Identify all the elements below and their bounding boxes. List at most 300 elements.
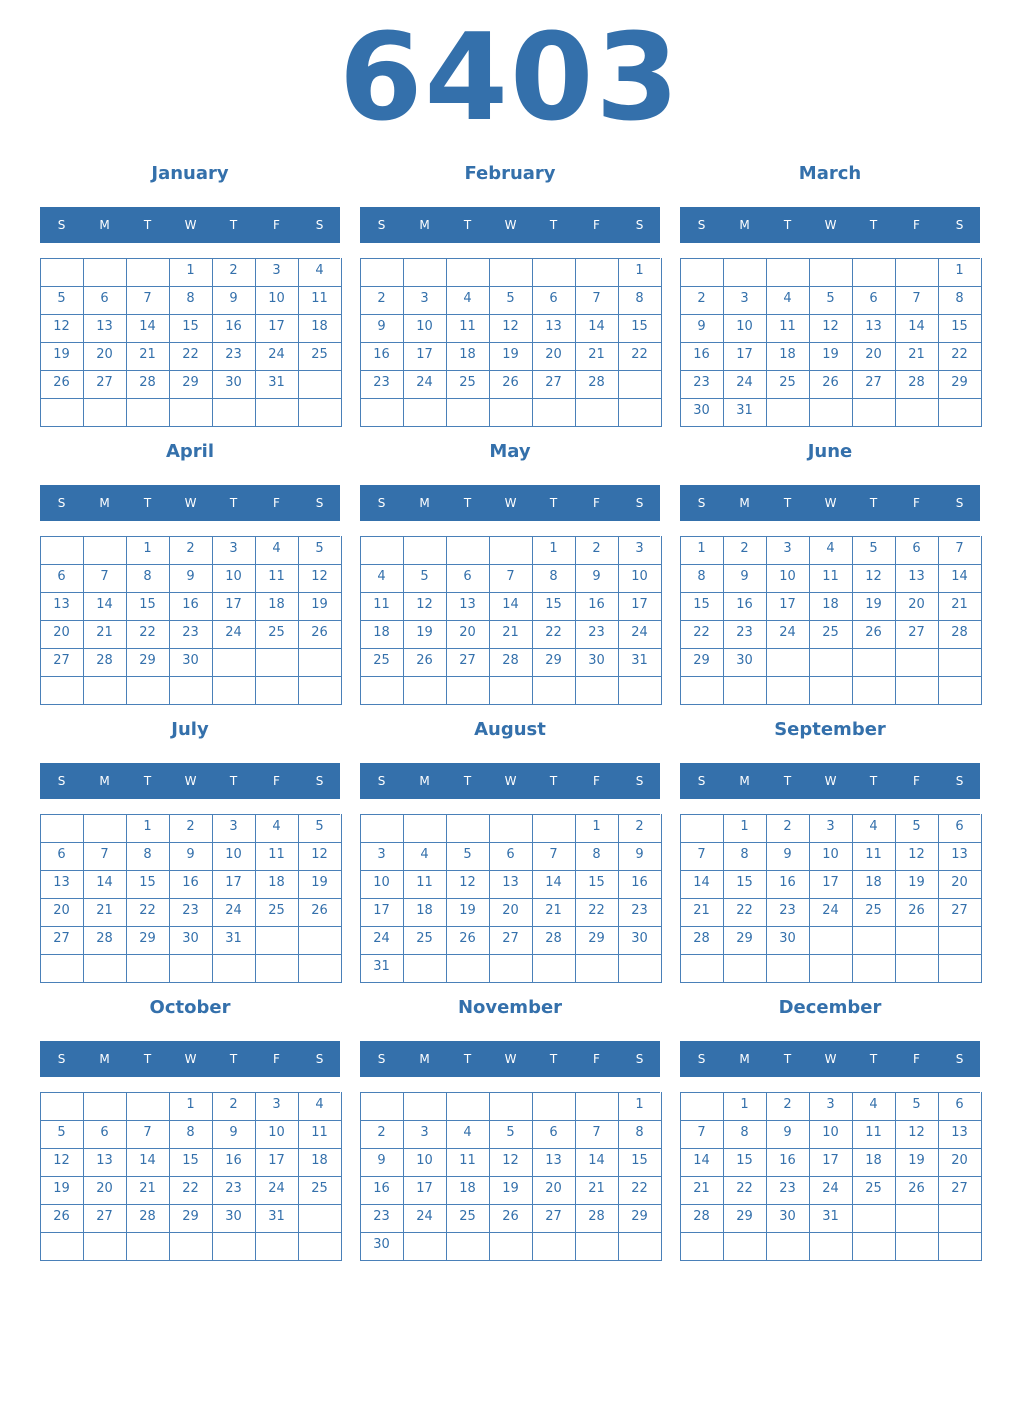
weekday-header	[680, 763, 980, 799]
day-cell: 12	[40, 314, 84, 343]
day-cell: 27	[446, 648, 490, 677]
day-cell: 19	[489, 342, 533, 371]
day-cell: 10	[212, 842, 256, 871]
day-cell: 2	[169, 536, 213, 565]
weekday-label: T	[143, 774, 152, 788]
day-cell	[446, 676, 490, 705]
day-cell	[126, 1092, 170, 1121]
day-cell: 11	[403, 870, 447, 899]
day-cell: 24	[255, 342, 299, 371]
weekday-label: S	[315, 496, 324, 510]
day-cell	[680, 954, 724, 983]
day-grid	[40, 1092, 340, 1260]
day-cell: 13	[40, 592, 84, 621]
day-cell: 18	[446, 1176, 490, 1205]
weekday-label: T	[549, 496, 558, 510]
weekday-label: S	[57, 496, 66, 510]
day-grid	[680, 814, 980, 982]
day-cell	[809, 648, 853, 677]
day-cell: 4	[766, 286, 810, 315]
day-cell: 20	[532, 1176, 576, 1205]
day-cell: 18	[255, 592, 299, 621]
weekday-label: T	[229, 218, 238, 232]
day-cell: 26	[895, 898, 939, 927]
weekday-label: S	[635, 1052, 644, 1066]
day-cell: 9	[766, 1120, 810, 1149]
day-cell: 6	[938, 1092, 982, 1121]
day-cell	[83, 1232, 127, 1261]
day-cell: 22	[169, 342, 213, 371]
day-cell	[255, 676, 299, 705]
day-cell: 19	[298, 870, 342, 899]
day-cell	[83, 814, 127, 843]
day-cell: 7	[680, 1120, 724, 1149]
day-cell: 29	[532, 648, 576, 677]
day-cell: 6	[40, 564, 84, 593]
weekday-label: M	[99, 1052, 110, 1066]
day-cell: 28	[680, 1204, 724, 1233]
day-cell: 15	[126, 592, 170, 621]
month-name: July	[171, 719, 209, 740]
day-cell	[446, 536, 490, 565]
day-cell: 9	[766, 842, 810, 871]
weekday-label: T	[463, 774, 472, 788]
day-cell: 23	[680, 370, 724, 399]
day-cell	[255, 1232, 299, 1261]
day-cell: 6	[938, 814, 982, 843]
day-cell: 28	[895, 370, 939, 399]
day-cell: 27	[938, 1176, 982, 1205]
day-cell: 23	[360, 1204, 404, 1233]
day-cell	[212, 398, 256, 427]
day-cell	[40, 1232, 84, 1261]
day-cell: 15	[575, 870, 619, 899]
day-cell: 18	[298, 314, 342, 343]
day-cell: 7	[126, 1120, 170, 1149]
weekday-label: F	[913, 496, 920, 510]
weekday-label: F	[273, 774, 280, 788]
day-cell	[532, 1092, 576, 1121]
day-cell: 3	[212, 814, 256, 843]
day-cell: 8	[938, 286, 982, 315]
day-cell: 20	[532, 342, 576, 371]
day-cell	[766, 1232, 810, 1261]
day-cell: 4	[360, 564, 404, 593]
day-cell: 29	[169, 1204, 213, 1233]
day-cell: 30	[723, 648, 767, 677]
day-cell: 29	[618, 1204, 662, 1233]
day-cell	[403, 814, 447, 843]
day-cell: 6	[532, 1120, 576, 1149]
day-cell: 14	[126, 1148, 170, 1177]
day-cell	[212, 1232, 256, 1261]
day-cell: 4	[255, 814, 299, 843]
day-cell	[895, 1232, 939, 1261]
day-cell: 26	[446, 926, 490, 955]
weekday-label: S	[315, 774, 324, 788]
day-cell: 30	[766, 1204, 810, 1233]
day-grid	[360, 814, 660, 982]
day-cell	[895, 1204, 939, 1233]
day-cell: 2	[212, 258, 256, 287]
weekday-label: W	[184, 1052, 197, 1066]
weekday-label: T	[549, 1052, 558, 1066]
day-cell: 22	[169, 1176, 213, 1205]
day-cell: 28	[126, 1204, 170, 1233]
day-cell: 12	[895, 1120, 939, 1149]
weekday-label: W	[824, 496, 837, 510]
day-cell: 12	[852, 564, 896, 593]
day-cell	[298, 1232, 342, 1261]
weekday-label: S	[57, 218, 66, 232]
weekday-label: S	[377, 496, 386, 510]
day-cell: 1	[723, 814, 767, 843]
weekday-header	[680, 207, 980, 243]
weekday-label: W	[504, 1052, 517, 1066]
day-cell: 3	[723, 286, 767, 315]
day-cell: 9	[618, 842, 662, 871]
day-cell: 15	[680, 592, 724, 621]
day-cell: 10	[360, 870, 404, 899]
day-cell: 21	[895, 342, 939, 371]
weekday-label: W	[504, 496, 517, 510]
weekday-label: T	[143, 1052, 152, 1066]
day-cell: 24	[255, 1176, 299, 1205]
day-cell: 21	[680, 898, 724, 927]
day-cell: 17	[618, 592, 662, 621]
day-cell: 21	[83, 620, 127, 649]
weekday-header	[40, 485, 340, 521]
day-cell	[852, 1204, 896, 1233]
day-cell: 30	[212, 370, 256, 399]
month-name: October	[149, 997, 231, 1018]
day-cell: 18	[852, 870, 896, 899]
day-cell: 13	[532, 314, 576, 343]
day-cell: 22	[532, 620, 576, 649]
day-cell: 18	[766, 342, 810, 371]
month-march	[680, 158, 980, 428]
weekday-label: T	[463, 1052, 472, 1066]
day-cell: 4	[809, 536, 853, 565]
day-cell: 15	[618, 1148, 662, 1177]
day-cell: 20	[40, 898, 84, 927]
day-cell: 10	[255, 286, 299, 315]
day-cell: 13	[446, 592, 490, 621]
day-cell	[446, 1232, 490, 1261]
day-cell	[852, 648, 896, 677]
day-cell: 25	[766, 370, 810, 399]
day-cell: 30	[360, 1232, 404, 1261]
day-cell	[212, 676, 256, 705]
day-cell: 9	[212, 286, 256, 315]
day-cell: 7	[938, 536, 982, 565]
day-cell: 3	[255, 1092, 299, 1121]
month-december	[680, 992, 980, 1262]
day-cell: 27	[938, 898, 982, 927]
month-name: November	[457, 997, 563, 1018]
day-cell: 7	[126, 286, 170, 315]
weekday-label: W	[504, 774, 517, 788]
day-cell	[255, 648, 299, 677]
day-cell: 25	[446, 1204, 490, 1233]
day-cell: 21	[680, 1176, 724, 1205]
day-cell: 25	[255, 898, 299, 927]
weekday-label: M	[419, 496, 430, 510]
day-cell: 6	[83, 1120, 127, 1149]
day-cell: 13	[40, 870, 84, 899]
day-cell: 14	[680, 1148, 724, 1177]
day-cell: 17	[723, 342, 767, 371]
weekday-label: W	[184, 496, 197, 510]
day-cell: 12	[298, 842, 342, 871]
day-cell: 8	[532, 564, 576, 593]
day-cell: 12	[809, 314, 853, 343]
day-cell: 7	[83, 842, 127, 871]
day-cell: 8	[169, 286, 213, 315]
day-cell: 1	[618, 1092, 662, 1121]
day-cell	[723, 954, 767, 983]
day-cell: 23	[212, 1176, 256, 1205]
day-cell: 2	[212, 1092, 256, 1121]
day-cell	[618, 1232, 662, 1261]
weekday-header	[360, 207, 660, 243]
day-cell	[489, 536, 533, 565]
day-cell: 1	[680, 536, 724, 565]
day-cell: 21	[489, 620, 533, 649]
month-january	[40, 158, 340, 428]
day-cell: 21	[126, 342, 170, 371]
day-cell	[680, 676, 724, 705]
weekday-header	[40, 207, 340, 243]
day-cell: 21	[575, 342, 619, 371]
day-cell: 16	[212, 1148, 256, 1177]
day-cell	[766, 258, 810, 287]
day-cell: 2	[618, 814, 662, 843]
weekday-label: T	[869, 774, 878, 788]
weekday-label: F	[913, 774, 920, 788]
day-cell: 20	[83, 342, 127, 371]
weekday-label: T	[143, 218, 152, 232]
month-name: August	[474, 719, 546, 740]
day-cell	[360, 398, 404, 427]
day-cell: 2	[723, 536, 767, 565]
weekday-label: W	[824, 774, 837, 788]
day-cell: 9	[360, 314, 404, 343]
day-cell: 20	[83, 1176, 127, 1205]
day-grid	[40, 536, 340, 704]
day-cell: 6	[446, 564, 490, 593]
day-cell: 5	[40, 286, 84, 315]
day-cell: 3	[618, 536, 662, 565]
day-cell	[723, 1232, 767, 1261]
day-cell: 19	[852, 592, 896, 621]
day-cell	[169, 398, 213, 427]
day-cell: 30	[212, 1204, 256, 1233]
day-cell	[766, 954, 810, 983]
day-cell	[446, 814, 490, 843]
day-cell: 27	[40, 926, 84, 955]
day-cell	[938, 676, 982, 705]
day-cell	[895, 648, 939, 677]
day-cell: 15	[169, 314, 213, 343]
day-cell	[169, 1232, 213, 1261]
day-cell	[83, 676, 127, 705]
day-cell	[618, 398, 662, 427]
day-cell: 24	[723, 370, 767, 399]
day-cell: 17	[809, 870, 853, 899]
day-grid	[680, 1092, 980, 1260]
weekday-label: S	[377, 774, 386, 788]
day-cell: 8	[169, 1120, 213, 1149]
day-cell: 29	[126, 648, 170, 677]
weekday-label: S	[315, 1052, 324, 1066]
day-cell	[40, 814, 84, 843]
day-cell: 18	[360, 620, 404, 649]
day-cell: 3	[212, 536, 256, 565]
day-cell	[298, 676, 342, 705]
weekday-label: S	[57, 774, 66, 788]
day-cell: 24	[809, 1176, 853, 1205]
day-cell	[489, 1232, 533, 1261]
day-cell: 29	[126, 926, 170, 955]
weekday-label: F	[913, 218, 920, 232]
day-cell: 10	[809, 1120, 853, 1149]
weekday-header	[360, 1041, 660, 1077]
day-cell	[298, 1204, 342, 1233]
day-cell: 15	[169, 1148, 213, 1177]
weekday-label: T	[783, 1052, 792, 1066]
weekday-label: F	[913, 1052, 920, 1066]
day-cell: 16	[169, 592, 213, 621]
day-cell	[446, 398, 490, 427]
day-cell: 25	[852, 1176, 896, 1205]
day-cell: 10	[212, 564, 256, 593]
day-cell: 22	[126, 620, 170, 649]
day-cell: 23	[766, 1176, 810, 1205]
day-cell	[298, 926, 342, 955]
day-cell: 20	[895, 592, 939, 621]
day-cell: 26	[895, 1176, 939, 1205]
day-cell: 24	[766, 620, 810, 649]
day-cell: 14	[895, 314, 939, 343]
day-cell	[532, 398, 576, 427]
day-cell	[532, 814, 576, 843]
day-cell: 25	[298, 342, 342, 371]
day-cell: 15	[938, 314, 982, 343]
day-cell: 27	[83, 1204, 127, 1233]
day-cell	[40, 676, 84, 705]
day-cell: 22	[618, 342, 662, 371]
day-cell: 31	[360, 954, 404, 983]
weekday-label: T	[549, 218, 558, 232]
day-cell: 11	[298, 1120, 342, 1149]
day-cell: 23	[618, 898, 662, 927]
day-cell: 26	[40, 370, 84, 399]
day-cell: 15	[532, 592, 576, 621]
day-cell: 22	[680, 620, 724, 649]
day-cell	[298, 370, 342, 399]
day-cell: 11	[446, 314, 490, 343]
day-cell: 23	[723, 620, 767, 649]
day-cell: 23	[360, 370, 404, 399]
day-cell: 28	[126, 370, 170, 399]
day-cell: 14	[83, 870, 127, 899]
day-cell: 12	[403, 592, 447, 621]
day-cell	[938, 648, 982, 677]
day-cell: 2	[360, 286, 404, 315]
day-cell: 20	[938, 870, 982, 899]
day-cell	[40, 1092, 84, 1121]
day-cell	[532, 258, 576, 287]
day-cell	[938, 1204, 982, 1233]
day-cell: 23	[575, 620, 619, 649]
weekday-label: S	[697, 218, 706, 232]
month-name: April	[165, 441, 215, 462]
day-cell: 19	[298, 592, 342, 621]
day-cell: 23	[212, 342, 256, 371]
day-grid	[680, 536, 980, 704]
day-cell: 19	[403, 620, 447, 649]
day-cell	[852, 398, 896, 427]
day-cell: 13	[852, 314, 896, 343]
day-cell: 18	[446, 342, 490, 371]
weekday-label: F	[593, 218, 600, 232]
day-cell	[895, 954, 939, 983]
day-cell: 19	[809, 342, 853, 371]
day-cell: 10	[766, 564, 810, 593]
day-cell: 28	[83, 926, 127, 955]
day-cell	[255, 954, 299, 983]
day-cell	[532, 1232, 576, 1261]
day-cell	[489, 1092, 533, 1121]
day-cell: 20	[852, 342, 896, 371]
weekday-label: W	[504, 218, 517, 232]
day-cell: 22	[723, 1176, 767, 1205]
day-cell: 18	[255, 870, 299, 899]
weekday-label: S	[635, 774, 644, 788]
day-cell	[298, 398, 342, 427]
day-cell: 11	[852, 1120, 896, 1149]
day-cell: 1	[618, 258, 662, 287]
day-cell: 16	[575, 592, 619, 621]
month-august	[360, 714, 660, 984]
day-cell: 30	[169, 648, 213, 677]
day-cell	[766, 676, 810, 705]
day-cell: 9	[169, 564, 213, 593]
weekday-label: S	[697, 774, 706, 788]
day-cell	[83, 536, 127, 565]
day-cell: 14	[126, 314, 170, 343]
day-cell: 7	[895, 286, 939, 315]
day-cell	[680, 1092, 724, 1121]
day-cell: 2	[766, 1092, 810, 1121]
day-grid	[360, 1092, 660, 1260]
day-cell	[680, 1232, 724, 1261]
month-february	[360, 158, 660, 428]
day-cell: 25	[852, 898, 896, 927]
day-cell: 9	[723, 564, 767, 593]
day-cell: 1	[169, 1092, 213, 1121]
day-cell: 20	[489, 898, 533, 927]
month-name: May	[489, 441, 531, 462]
weekday-header	[40, 1041, 340, 1077]
day-cell: 30	[618, 926, 662, 955]
day-cell: 27	[40, 648, 84, 677]
day-cell: 17	[809, 1148, 853, 1177]
day-cell: 1	[169, 258, 213, 287]
day-cell: 28	[83, 648, 127, 677]
day-cell: 5	[40, 1120, 84, 1149]
